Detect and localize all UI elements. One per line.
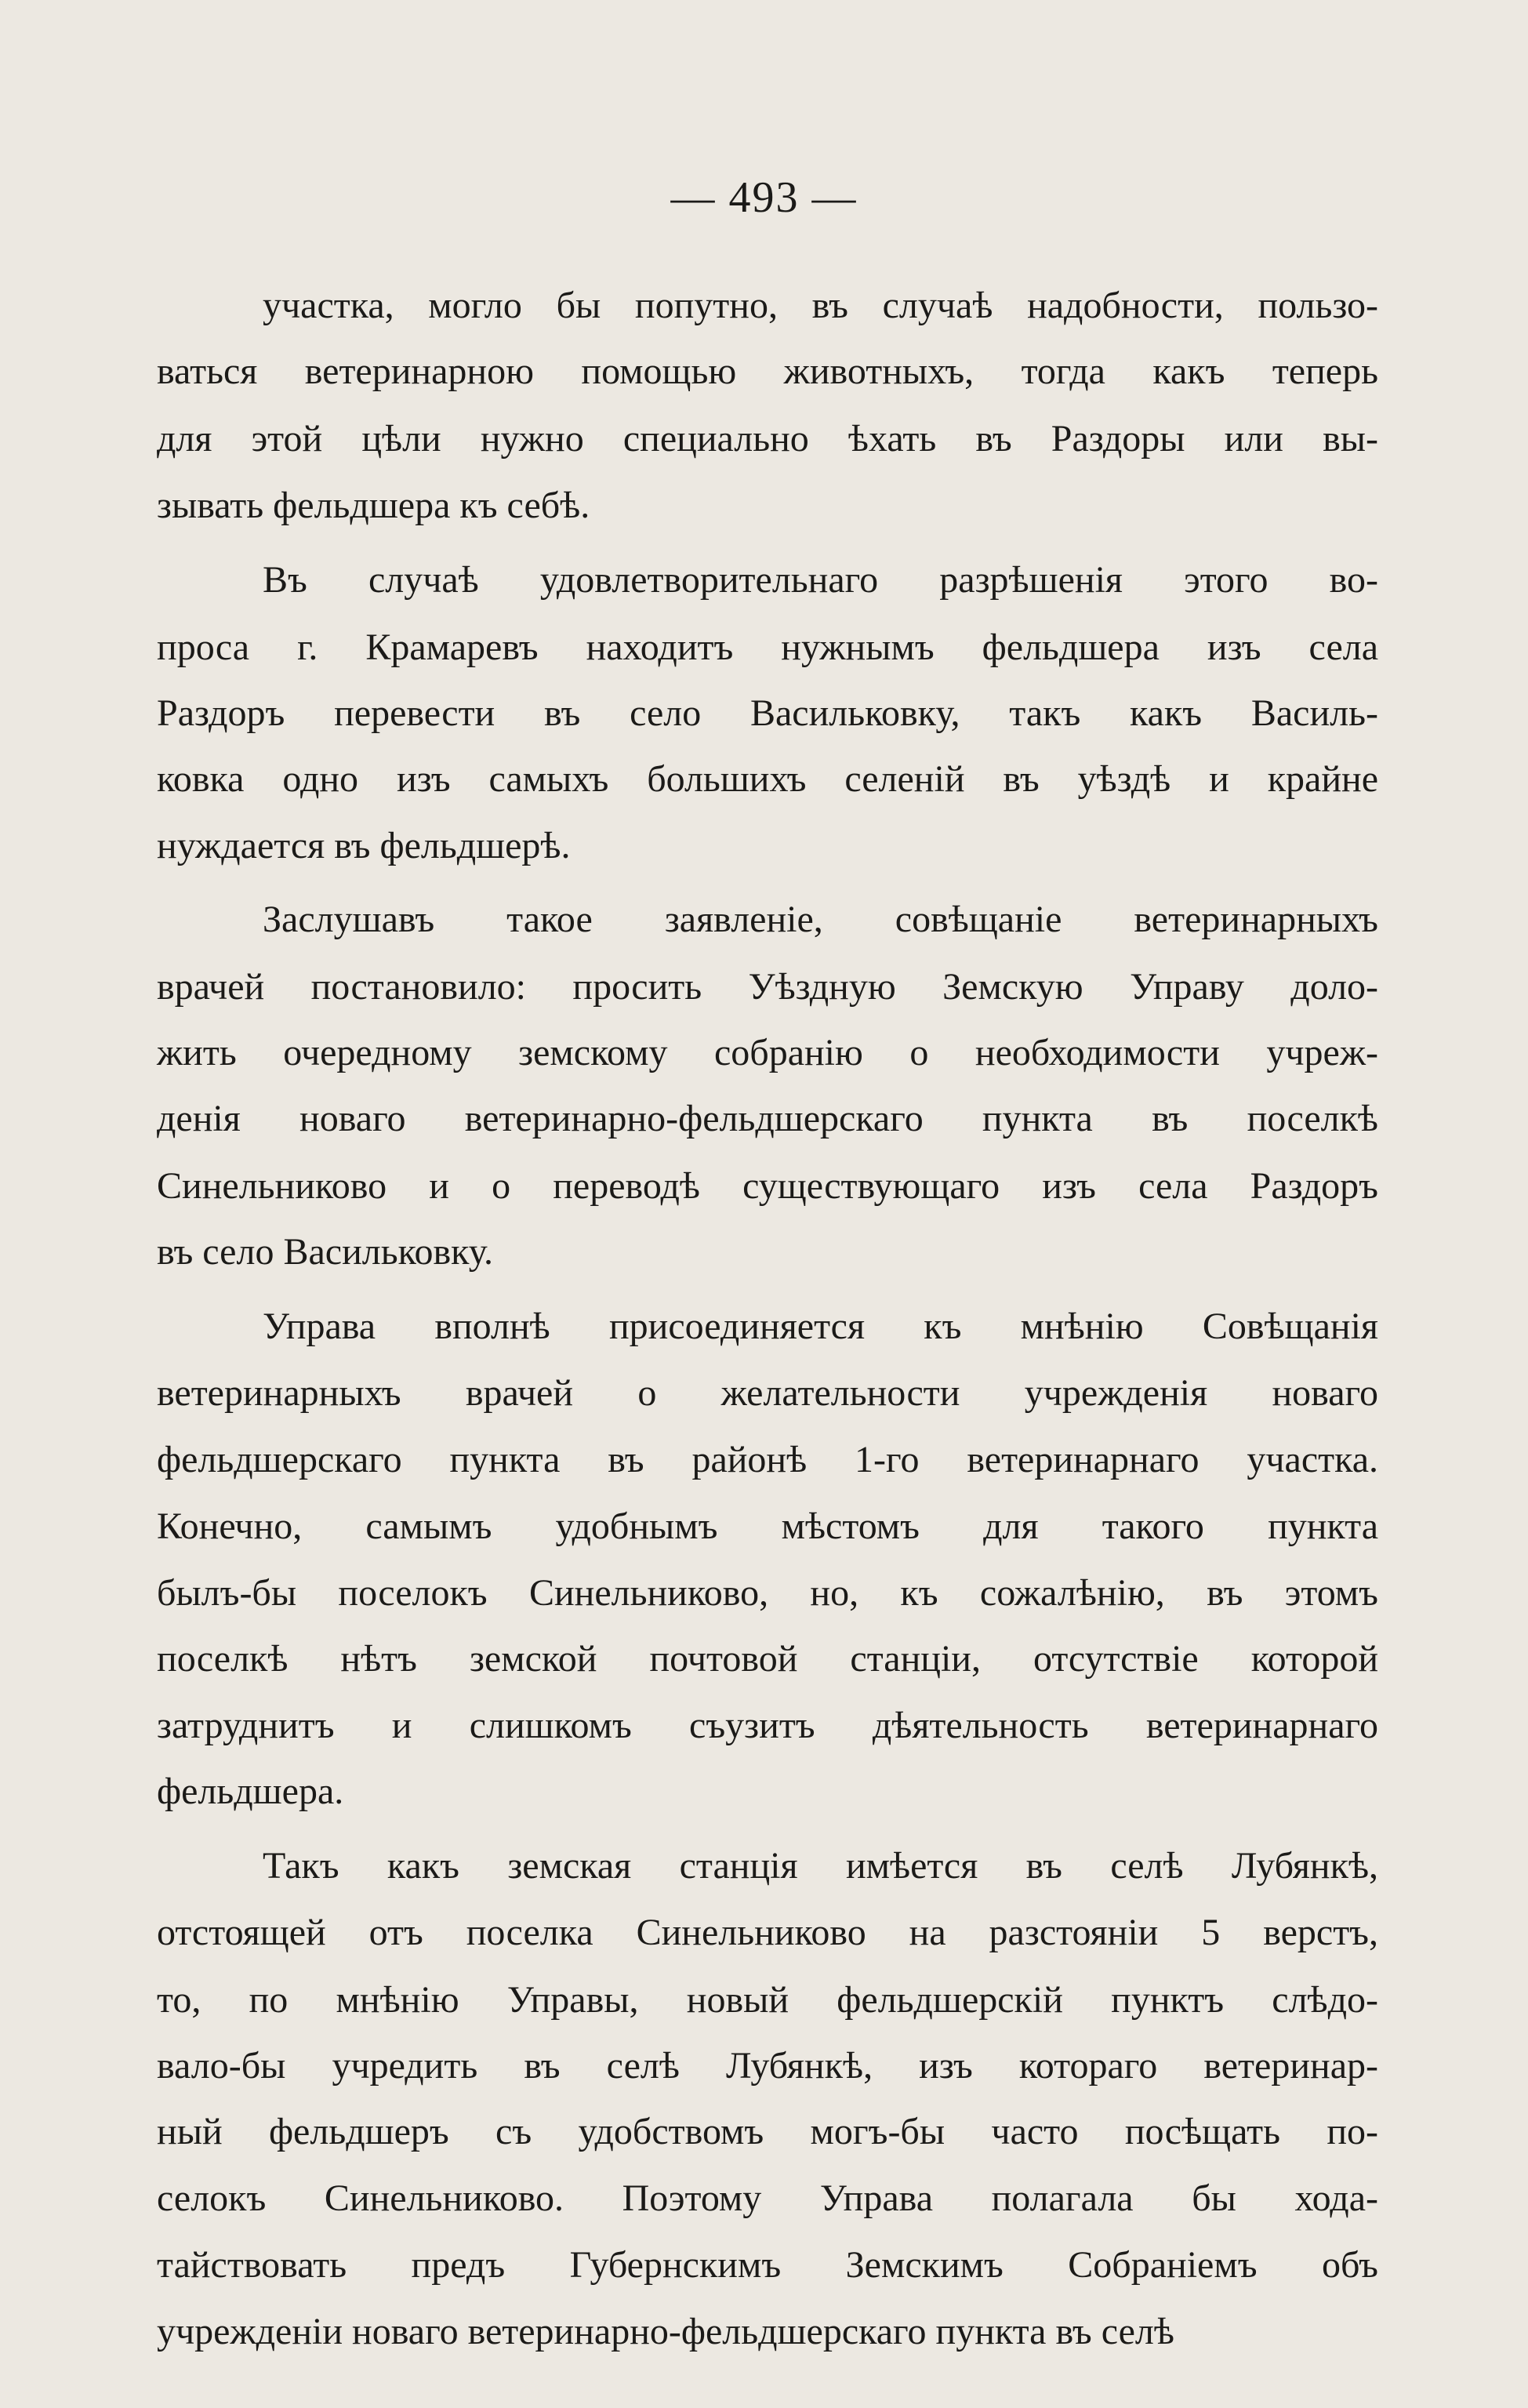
text-line: поселкѣ нѣтъ земской почтовой станціи, отсутствіе которой	[157, 1638, 1378, 1680]
text-line: тайствовать предъ Губернскимъ Земскимъ Собраніемъ объ	[157, 2244, 1378, 2286]
text-line: ветеринарныхъ врачей о желательности учрежденія новаго	[157, 1372, 1378, 1414]
text-line: Такъ какъ земская станція имѣется въ селѣ Лубянкѣ,	[263, 1845, 1378, 1887]
text-line: Раздоръ перевести въ село Васильковку, такъ какъ Василь-	[157, 692, 1378, 734]
text-line: селокъ Синельниково. Поэтому Управа полагала бы хода-	[157, 2177, 1378, 2219]
text-line: для этой цѣли нужно специально ѣхать въ Раздоры или вы-	[157, 418, 1378, 459]
text-line: Синельниково и о переводѣ существующаго изъ села Раздоръ	[157, 1165, 1378, 1207]
text-line: зывать фельдшера къ себѣ.	[157, 485, 590, 526]
text-line: въ село Васильковку.	[157, 1231, 493, 1273]
text-line: фельдшера.	[157, 1771, 344, 1812]
text-line: Конечно, самымъ удобнымъ мѣстомъ для такого пункта	[157, 1505, 1378, 1547]
text-line: врачей постановило: просить Уѣздную Земскую Управу доло-	[157, 966, 1378, 1008]
text-line: ный фельдшеръ съ удобствомъ могъ-бы часто посѣщать по-	[157, 2111, 1378, 2152]
text-line: затруднитъ и слишкомъ съузитъ дѣятельность ветеринарнаго	[157, 1705, 1378, 1746]
text-line: отстоящей отъ поселка Синельниково на разстояніи 5 верстъ,	[157, 1912, 1378, 1953]
text-line: Заслушавъ такое заявленіе, совѣщаніе ветеринарныхъ	[263, 899, 1378, 940]
text-line: ковка одно изъ самыхъ большихъ селеній въ уѣздѣ и крайне	[157, 758, 1378, 800]
text-line: фельдшерскаго пункта въ районѣ 1-го ветеринарнаго участка.	[157, 1439, 1378, 1480]
text-line: проса г. Крамаревъ находитъ нужнымъ фельдшера изъ села	[157, 627, 1378, 668]
text-line: жить очередному земскому собранію о необходимости учреж-	[157, 1032, 1378, 1073]
text-line: ваться ветеринарною помощью животныхъ, тогда какъ теперь	[157, 350, 1378, 392]
text-line: то, по мнѣнію Управы, новый фельдшерскій пунктъ слѣдо-	[157, 1979, 1378, 2021]
text-line: учрежденіи новаго ветеринарно-фельдшерскаго пункта въ селѣ	[157, 2311, 1174, 2352]
text-line: нуждается въ фельдшерѣ.	[157, 825, 571, 866]
text-line: вало-бы учредить въ селѣ Лубянкѣ, изъ котораго ветеринар-	[157, 2045, 1378, 2087]
text-line: участка, могло бы попутно, въ случаѣ надобности, пользо-	[263, 285, 1378, 326]
text-line: Въ случаѣ удовлетворительнаго разрѣшенія этого во-	[263, 559, 1378, 601]
text-line: денія новаго ветеринарно-фельдшерскаго пункта въ поселкѣ	[157, 1098, 1378, 1139]
page-number: — 493 —	[670, 173, 858, 222]
text-line: былъ-бы поселокъ Синельниково, но, къ сожалѣнію, въ этомъ	[157, 1572, 1378, 1614]
text-line: Управа вполнѣ присоединяется къ мнѣнію Совѣщанія	[263, 1306, 1378, 1347]
